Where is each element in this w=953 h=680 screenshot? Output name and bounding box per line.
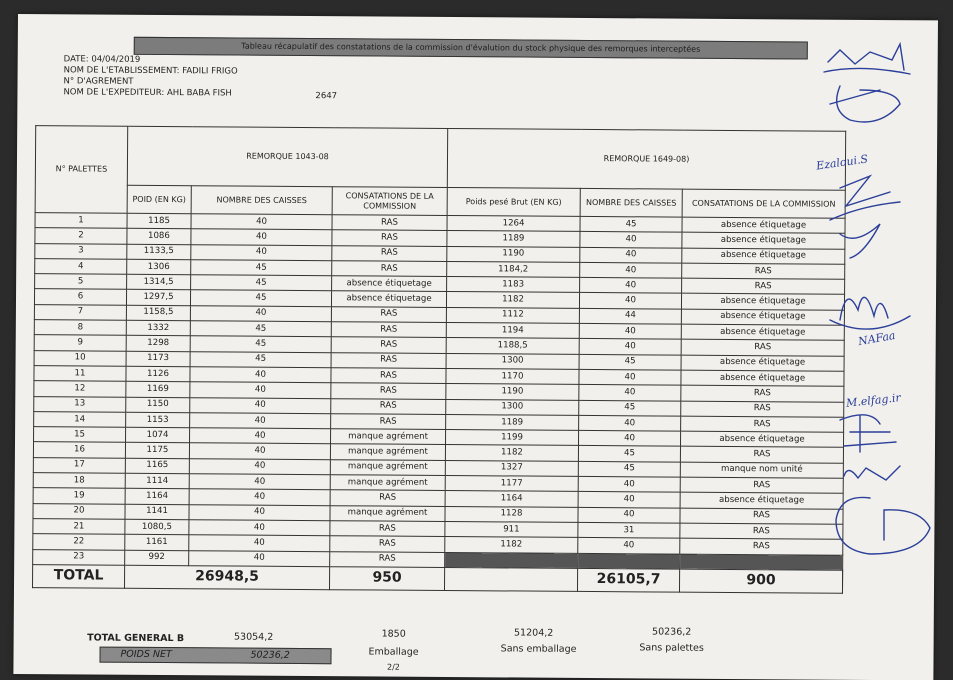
header-remorque-2: REMORQUE 1649-08) [447, 129, 845, 191]
caisses-1-cell: 40 [189, 520, 330, 536]
palette-number-cell: 16 [33, 442, 125, 458]
palette-number-cell: 3 [35, 243, 127, 259]
caisses-2-cell: 40 [578, 492, 680, 508]
constatation-2-cell: RAS [680, 523, 843, 539]
poid-1-cell: 1298 [126, 336, 190, 352]
emballage-value: 1850 [359, 628, 429, 639]
poid-1-cell: 992 [125, 550, 189, 566]
constatation-1-cell: RAS [331, 322, 446, 338]
signature-name-3: M.elfag.ir [845, 391, 901, 410]
caisses-1-cell: 40 [189, 474, 330, 490]
poids-brut-2-cell: 911 [445, 521, 578, 537]
date-line: DATE: 04/04/2019 [64, 54, 238, 66]
signature-5-scribble [840, 297, 888, 320]
poids-brut-2-cell: 1164 [445, 491, 578, 507]
poid-1-cell: 1169 [126, 382, 190, 398]
palette-number-cell: 10 [34, 350, 126, 366]
caisses-1-cell: 40 [189, 504, 330, 520]
constatation-1-cell: RAS [330, 551, 445, 567]
sans-emballage-value: 51204,2 [484, 627, 584, 639]
header-remorque-1: REMORQUE 1043-08 [127, 126, 447, 187]
constatation-2-cell: RAS [682, 263, 845, 279]
constatation-1-cell: manque agrément [330, 505, 445, 521]
poids-net-value: 50236,2 [250, 649, 289, 663]
poids-brut-2-cell: 1182 [445, 537, 578, 553]
palette-number-cell: 7 [34, 304, 126, 320]
constatation-1-cell: absence étiquetage [331, 291, 446, 307]
poids-brut-2-cell [445, 552, 578, 568]
palette-number-cell: 15 [34, 427, 126, 443]
poid-1-cell: 1161 [125, 534, 189, 550]
caisses-2-cell: 40 [580, 278, 682, 294]
caisses-1-cell: 45 [190, 290, 331, 306]
constatation-1-cell: RAS [331, 414, 446, 430]
poid-1-cell: 1173 [126, 351, 190, 367]
emballage-label: Emballage [344, 646, 444, 658]
constatation-2-cell: absence étiquetage [681, 370, 844, 386]
total-empty [445, 567, 578, 591]
caisses-1-cell: 40 [189, 550, 330, 566]
caisses-2-cell: 40 [579, 385, 681, 401]
constatation-2-cell: absence étiquetage [682, 232, 845, 248]
poid-1-cell: 1150 [126, 397, 190, 413]
caisses-1-cell: 40 [190, 413, 331, 429]
constatation-2-cell: absence étiquetage [681, 324, 844, 340]
poid-1-cell: 1158,5 [126, 305, 190, 321]
caisses-2-cell: 45 [578, 461, 680, 477]
constatation-2-cell: absence étiquetage [681, 431, 844, 447]
palette-number-cell: 23 [33, 549, 125, 565]
caisses-2-cell: 40 [579, 431, 681, 447]
poid-1-cell: 1114 [125, 473, 189, 489]
header-poid: POID (EN KG) [127, 185, 191, 213]
constatation-1-cell: RAS [332, 215, 447, 231]
sans-emballage-label: Sans emballage [484, 643, 594, 655]
caisses-2-cell [578, 553, 680, 569]
sans-palettes-label: Sans palettes [622, 642, 722, 654]
caisses-2-cell: 31 [578, 522, 680, 538]
poid-1-cell: 1153 [126, 412, 190, 428]
expediteur-line: NOM DE L'EXPEDITEUR: AHL BABA FISH [63, 87, 237, 99]
caisses-1-cell: 45 [191, 275, 332, 291]
constatation-1-cell: RAS [330, 536, 445, 552]
palette-number-cell: 20 [33, 503, 125, 519]
constatation-2-cell: absence étiquetage [682, 248, 845, 264]
palette-number-cell: 18 [33, 473, 125, 489]
caisses-1-cell: 40 [189, 458, 330, 474]
constatation-1-cell: RAS [331, 398, 446, 414]
caisses-1-cell: 45 [190, 336, 331, 352]
poid-1-cell: 1074 [126, 427, 190, 443]
constatation-1-cell: manque agrément [330, 475, 445, 491]
constatation-1-cell: RAS [330, 490, 445, 506]
caisses-1-cell: 45 [190, 321, 331, 337]
caisses-1-cell: 40 [190, 382, 331, 398]
signatures-column [800, 20, 950, 660]
stock-table [32, 125, 846, 593]
header-poids-brut: Poids pesé Brut (EN KG) [447, 188, 580, 217]
constatation-2-cell: RAS [680, 477, 843, 493]
signature-6-scribble [840, 415, 896, 452]
signature-4-scribble [830, 202, 900, 258]
poids-brut-2-cell: 1184,2 [447, 261, 580, 277]
palette-number-cell: 11 [34, 366, 126, 382]
poids-brut-2-cell: 1128 [445, 506, 578, 522]
constatation-1-cell: manque agrément [330, 459, 445, 475]
signature-name-1: Ezaloui.S [815, 152, 868, 172]
caisses-2-cell: 40 [579, 293, 681, 309]
header-palettes: N° PALETTES [35, 126, 128, 214]
caisses-1-cell: 40 [190, 428, 331, 444]
header-constatations-2: CONSATATIONS DE LA COMMISSION [682, 189, 845, 218]
poids-brut-2-cell: 1194 [446, 323, 579, 339]
page-number: 2/2 [358, 662, 428, 671]
palette-number-cell: 8 [34, 320, 126, 336]
constatation-1-cell: RAS [331, 337, 446, 353]
poid-1-cell: 1306 [127, 259, 191, 275]
constatation-1-cell: manque agrément [330, 444, 445, 460]
signature-8-scribble [836, 497, 930, 554]
constatation-1-cell: RAS [331, 383, 446, 399]
poid-1-cell: 1141 [125, 504, 189, 520]
header-constatations-1: CONSATATIONS DE LA COMMISSION [332, 187, 447, 216]
palette-number-cell: 21 [33, 519, 125, 535]
palette-number-cell: 17 [33, 457, 125, 473]
poids-brut-2-cell: 1189 [447, 231, 580, 247]
constatation-1-cell: RAS [330, 521, 445, 537]
caisses-2-cell: 40 [579, 324, 681, 340]
etablissement-line: NOM DE L'ETABLISSEMENT: FADILI FRIGO [64, 65, 238, 77]
palette-number-cell: 1 [35, 213, 127, 229]
constatation-2-cell: absence étiquetage [681, 309, 844, 325]
poid-1-cell: 1086 [127, 229, 191, 245]
constatation-1-cell: RAS [331, 368, 446, 384]
constatation-2-cell: absence étiquetage [681, 355, 844, 371]
caisses-2-cell: 40 [579, 415, 681, 431]
palette-number-cell: 9 [34, 335, 126, 351]
constatation-2-cell: RAS [681, 340, 844, 356]
poid-1-cell: 1126 [126, 366, 190, 382]
poids-brut-2-cell: 1190 [447, 246, 580, 262]
signature-3-scribble [840, 176, 890, 206]
palette-number-cell: 4 [35, 259, 127, 275]
poids-brut-2-cell: 1190 [446, 384, 579, 400]
constatation-2-cell: RAS [680, 538, 843, 554]
total-caisses-2: 900 [679, 569, 842, 593]
poid-1-cell: 1133,5 [127, 244, 191, 260]
total-general-value: 53054,2 [219, 631, 289, 642]
caisses-1-cell: 40 [190, 397, 331, 413]
palette-number-cell: 14 [34, 411, 126, 427]
caisses-2-cell: 40 [578, 507, 680, 523]
palette-number-cell: 5 [35, 274, 127, 290]
palette-number-cell: 22 [33, 534, 125, 550]
palette-number-cell: 2 [35, 228, 127, 244]
constatation-1-cell: RAS [331, 352, 446, 368]
constatation-1-cell: RAS [332, 261, 447, 277]
constatation-2-cell: RAS [680, 447, 843, 463]
poid-1-cell: 1175 [125, 443, 189, 459]
poids-brut-2-cell: 1300 [446, 353, 579, 369]
caisses-2-cell: 45 [579, 354, 681, 370]
poids-brut-2-cell: 1183 [447, 277, 580, 293]
signature-1-scribble [828, 44, 904, 70]
caisses-1-cell: 40 [190, 305, 331, 321]
poids-brut-2-cell: 1112 [446, 307, 579, 323]
constatation-1-cell: absence étiquetage [332, 276, 447, 292]
table-body [33, 213, 845, 570]
caisses-2-cell: 45 [580, 216, 682, 232]
poids-brut-2-cell: 1199 [446, 430, 579, 446]
constatation-2-cell: RAS [681, 416, 844, 432]
poid-1-cell: 1080,5 [125, 519, 189, 535]
poids-brut-2-cell: 1170 [446, 368, 579, 384]
poids-brut-2-cell: 1182 [445, 445, 578, 461]
caisses-2-cell: 45 [578, 446, 680, 462]
poids-brut-2-cell: 1189 [446, 414, 579, 430]
constatation-2-cell: absence étiquetage [680, 492, 843, 508]
caisses-1-cell: 45 [190, 351, 331, 367]
poids-brut-2-cell: 1327 [445, 460, 578, 476]
signature-7-scribble [844, 466, 900, 480]
palette-number-cell: 13 [34, 396, 126, 412]
palette-number-cell: 6 [34, 289, 126, 305]
caisses-1-cell: 40 [189, 443, 330, 459]
caisses-2-cell: 44 [579, 308, 681, 324]
constatation-2-cell: absence étiquetage [682, 217, 845, 233]
poid-1-cell: 1164 [125, 489, 189, 505]
caisses-1-cell: 40 [189, 535, 330, 551]
caisses-2-cell: 40 [579, 339, 681, 355]
constatation-2-cell: absence étiquetage [681, 294, 844, 310]
caisses-1-cell: 45 [191, 260, 332, 276]
header-caisses-1: NOMBRE DES CAISSES [191, 186, 332, 215]
caisses-1-cell: 40 [191, 244, 332, 260]
poids-brut-2-cell: 1182 [446, 292, 579, 308]
caisses-2-cell: 40 [579, 369, 681, 385]
agrement-line: N° D'AGREMENT [63, 76, 237, 88]
constatation-1-cell: RAS [332, 245, 447, 261]
signature-2-scribble [837, 86, 900, 122]
poid-1-cell: 1314,5 [127, 274, 191, 290]
constatation-2-cell: manque nom unité [680, 462, 843, 478]
constatation-1-cell: RAS [332, 230, 447, 246]
caisses-1-cell: 40 [191, 229, 332, 245]
poid-1-cell: 1332 [126, 320, 190, 336]
document-title: Tableau récapulatif des constatations de la commission d'évalution du stock physique des remorques interceptées [134, 37, 808, 60]
document-meta [63, 54, 237, 99]
total-general-label: TOTAL GENERAL B [76, 632, 196, 644]
poid-1-cell: 1297,5 [126, 290, 190, 306]
palette-number-cell: 12 [34, 381, 126, 397]
caisses-1-cell: 40 [190, 367, 331, 383]
caisses-2-cell: 40 [578, 538, 680, 554]
caisses-2-cell: 40 [580, 247, 682, 263]
poids-brut-2-cell: 1264 [447, 216, 580, 232]
constatation-1-cell: RAS [331, 306, 446, 322]
caisses-2-cell: 45 [579, 400, 681, 416]
poids-net-label: POIDS NET [120, 648, 171, 662]
caisses-2-cell: 40 [580, 262, 682, 278]
agrement-number: 2647 [315, 91, 337, 101]
caisses-1-cell: 40 [191, 214, 332, 230]
poids-brut-2-cell: 1177 [445, 476, 578, 492]
constatation-1-cell: manque agrément [331, 429, 446, 445]
constatation-2-cell: RAS [680, 508, 843, 524]
poids-brut-2-cell: 1188,5 [446, 338, 579, 354]
caisses-1-cell: 40 [189, 489, 330, 505]
caisses-2-cell: 40 [578, 476, 680, 492]
sans-palettes-value: 50236,2 [622, 626, 722, 638]
palette-number-cell: 19 [33, 488, 125, 504]
total-caisses-1: 950 [329, 567, 444, 591]
constatation-2-cell: RAS [681, 385, 844, 401]
poid-1-cell: 1185 [127, 213, 191, 229]
signature-name-2: NAFaa [857, 329, 896, 348]
constatation-2-cell: RAS [681, 401, 844, 417]
total-label: TOTAL [32, 564, 124, 588]
constatation-2-cell: RAS [682, 278, 845, 294]
poids-net-bar [99, 647, 331, 665]
poids-brut-2-cell: 1300 [446, 399, 579, 415]
caisses-2-cell: 40 [580, 232, 682, 248]
total-row [32, 564, 842, 593]
total-poids-2: 26105,7 [577, 568, 679, 592]
total-poid-1: 26948,5 [124, 565, 329, 589]
header-caisses-2: NOMBRE DES CAISSES [580, 188, 682, 217]
poid-1-cell: 1165 [125, 458, 189, 474]
